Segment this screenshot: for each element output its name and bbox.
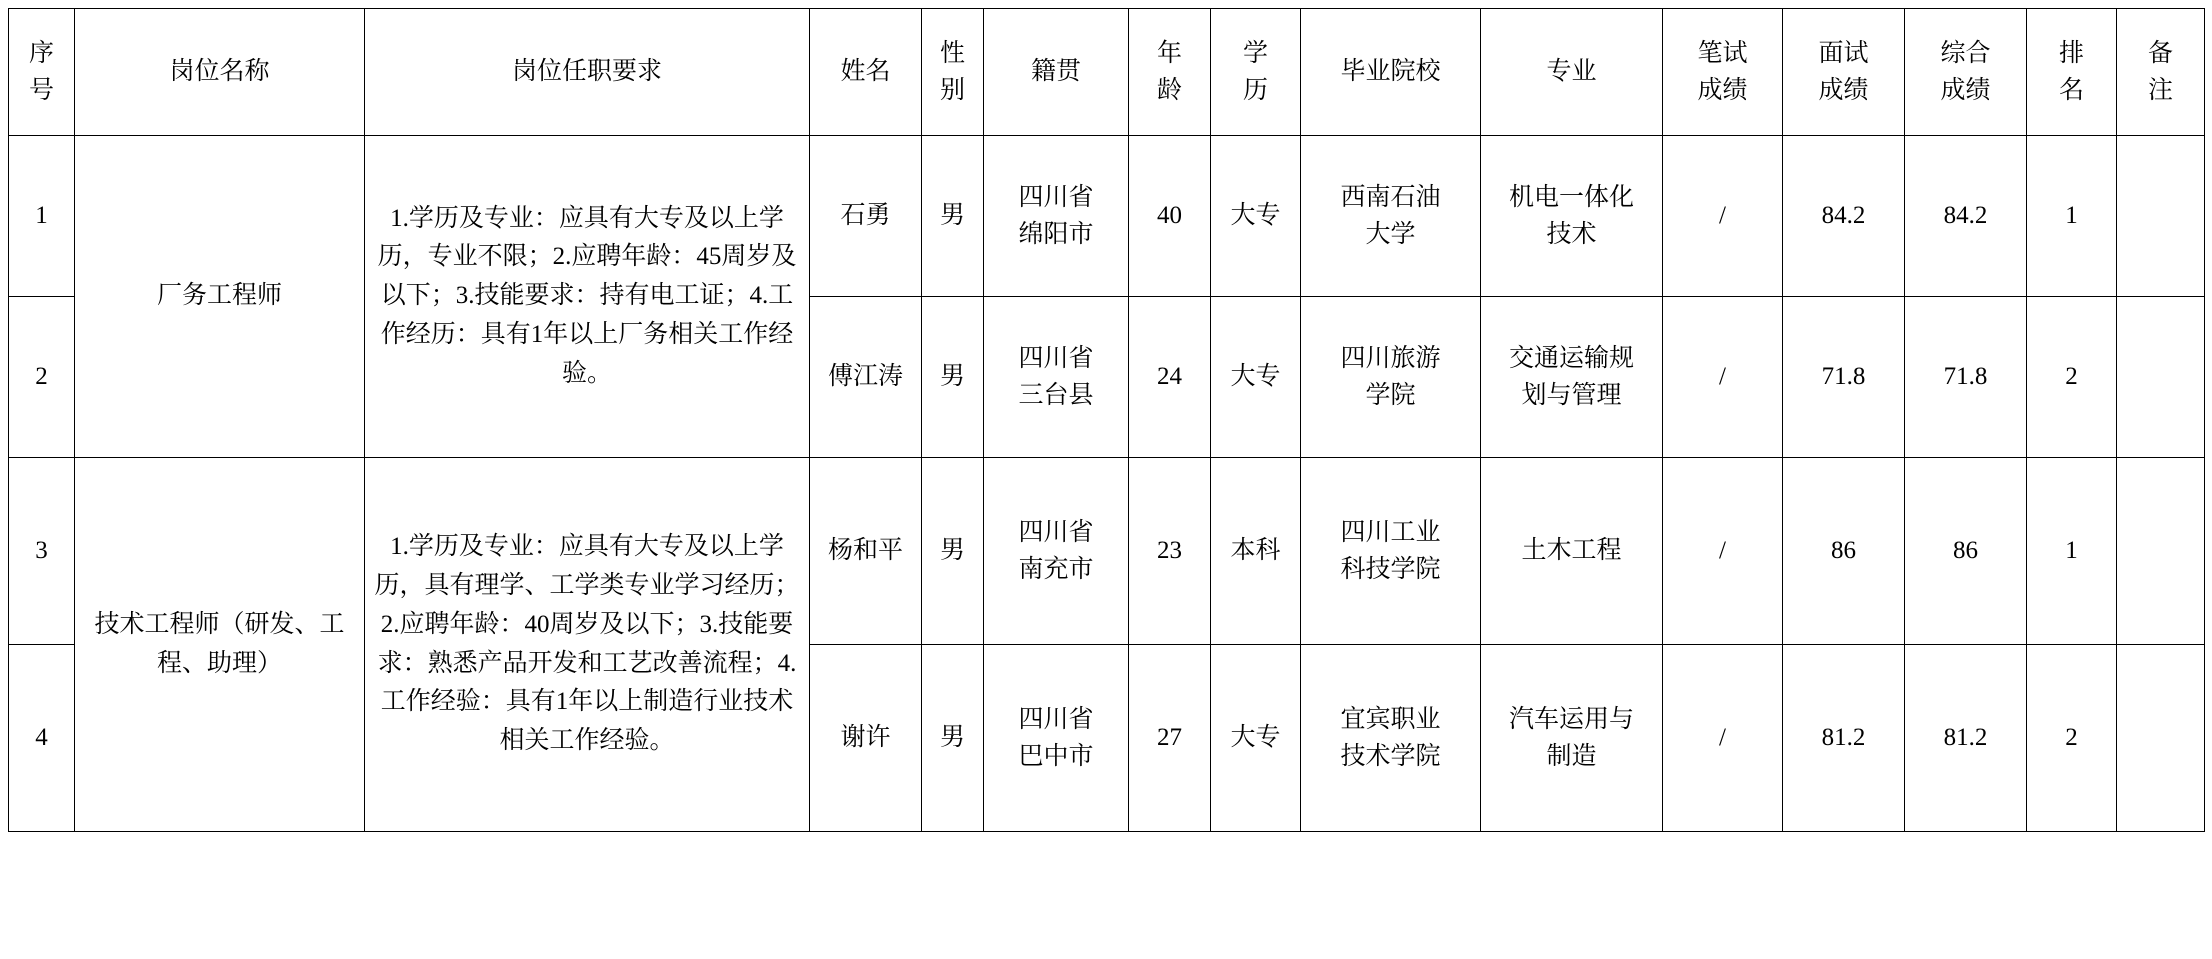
cell-origin-line2: 三台县 (1018, 382, 1094, 409)
header-remark (2117, 9, 2205, 136)
header-sex (922, 9, 984, 136)
header-remark-line2: 注 (2147, 77, 2173, 104)
cell-overall-score: 84.2 (1905, 136, 2027, 297)
cell-major-line1: 汽车运用与 (1508, 705, 1634, 733)
cell-rank: 1 (2027, 458, 2117, 645)
cell-written-score: / (1663, 458, 1783, 645)
cell-school (1301, 297, 1481, 458)
cell-age: 23 (1129, 458, 1211, 645)
cell-sex: 男 (922, 645, 984, 832)
header-school: 毕业院校 (1301, 9, 1481, 136)
cell-name: 石勇 (810, 136, 922, 297)
cell-origin (984, 645, 1129, 832)
header-seq (9, 9, 75, 136)
candidate-results-table (8, 8, 2205, 832)
cell-interview-score: 84.2 (1783, 136, 1905, 297)
cell-origin-line1: 四川省 (1018, 518, 1094, 546)
header-seq-line1: 序 (28, 39, 54, 67)
cell-name: 谢许 (810, 645, 922, 832)
cell-origin-line2: 绵阳市 (1018, 221, 1094, 248)
cell-origin (984, 136, 1129, 297)
header-origin: 籍贯 (984, 9, 1129, 136)
table-body (9, 136, 2205, 832)
header-age-line1: 年 (1156, 39, 1182, 67)
cell-school (1301, 645, 1481, 832)
header-written-line2: 成绩 (1697, 77, 1748, 104)
header-rank-line1: 排 (2058, 39, 2084, 67)
header-rank (2027, 9, 2117, 136)
cell-interview-score: 71.8 (1783, 297, 1905, 458)
header-written-score (1663, 9, 1783, 136)
cell-sex: 男 (922, 297, 984, 458)
cell-education: 本科 (1211, 458, 1301, 645)
cell-school-line1: 西南石油 (1340, 183, 1441, 211)
header-overall-line2: 成绩 (1940, 77, 1991, 104)
header-overall-score (1905, 9, 2027, 136)
cell-written-score: / (1663, 297, 1783, 458)
header-interview-line1: 面试 (1818, 39, 1869, 67)
cell-major-line1: 机电一体化 (1508, 183, 1634, 211)
cell-overall-score: 86 (1905, 458, 2027, 645)
table-row (9, 458, 2205, 645)
cell-remark (2117, 645, 2205, 832)
cell-written-score: / (1663, 645, 1783, 832)
cell-remark (2117, 297, 2205, 458)
cell-rank: 2 (2027, 645, 2117, 832)
cell-major (1481, 458, 1663, 645)
cell-rank: 2 (2027, 297, 2117, 458)
cell-interview-score: 81.2 (1783, 645, 1905, 832)
cell-major (1481, 136, 1663, 297)
cell-origin-line1: 四川省 (1018, 344, 1094, 372)
header-education (1211, 9, 1301, 136)
header-rank-line2: 名 (2058, 77, 2084, 104)
header-sex-line2: 别 (939, 77, 965, 104)
cell-seq: 1 (9, 136, 75, 297)
cell-origin (984, 297, 1129, 458)
cell-overall-score: 71.8 (1905, 297, 2027, 458)
cell-school (1301, 458, 1481, 645)
header-age-line2: 龄 (1156, 77, 1182, 104)
header-sex-line1: 性 (939, 39, 965, 67)
cell-age: 40 (1129, 136, 1211, 297)
header-remark-line1: 备 (2147, 39, 2173, 67)
cell-school (1301, 136, 1481, 297)
cell-age: 27 (1129, 645, 1211, 832)
header-education-line2: 历 (1242, 77, 1268, 104)
cell-interview-score: 86 (1783, 458, 1905, 645)
cell-major-line2: 制造 (1546, 743, 1597, 770)
cell-school-line2: 学院 (1365, 382, 1416, 409)
cell-origin-line1: 四川省 (1018, 705, 1094, 733)
cell-post: 技术工程师（研发、工程、助理） (75, 458, 365, 832)
cell-major-line2: 划与管理 (1521, 382, 1622, 409)
cell-origin-line2: 南充市 (1018, 556, 1094, 583)
cell-education: 大专 (1211, 297, 1301, 458)
cell-written-score: / (1663, 136, 1783, 297)
cell-school-line1: 四川工业 (1340, 518, 1441, 546)
header-interview-score (1783, 9, 1905, 136)
cell-school-line2: 科技学院 (1340, 556, 1441, 583)
cell-sex: 男 (922, 458, 984, 645)
cell-education: 大专 (1211, 645, 1301, 832)
cell-post: 厂务工程师 (75, 136, 365, 458)
cell-seq: 4 (9, 645, 75, 832)
cell-origin-line1: 四川省 (1018, 183, 1094, 211)
cell-origin (984, 458, 1129, 645)
cell-requirement: 1.学历及专业：应具有大专及以上学历，具有理学、工学类专业学习经历；2.应聘年龄：40周岁及以下；3.技能要求：熟悉产品开发和工艺改善流程；4.工作经验：具有1年以上制造行业技术相关工作经验。 (365, 458, 810, 832)
cell-requirement: 1.学历及专业：应具有大专及以上学历，专业不限；2.应聘年龄：45周岁及以下；3.技能要求：持有电工证；4.工作经历：具有1年以上厂务相关工作经验。 (365, 136, 810, 458)
cell-school-line1: 四川旅游 (1340, 344, 1441, 372)
cell-school-line1: 宜宾职业 (1340, 705, 1441, 733)
header-age (1129, 9, 1211, 136)
header-education-line1: 学 (1242, 39, 1268, 67)
cell-school-line2: 技术学院 (1340, 743, 1441, 770)
cell-school-line2: 大学 (1365, 221, 1416, 248)
cell-major (1481, 297, 1663, 458)
header-overall-line1: 综合 (1940, 39, 1991, 67)
header-name: 姓名 (810, 9, 922, 136)
cell-overall-score: 81.2 (1905, 645, 2027, 832)
cell-major-line1: 土木工程 (1521, 537, 1622, 565)
cell-seq: 3 (9, 458, 75, 645)
cell-sex: 男 (922, 136, 984, 297)
cell-education: 大专 (1211, 136, 1301, 297)
header-major: 专业 (1481, 9, 1663, 136)
header-requirement: 岗位任职要求 (365, 9, 810, 136)
header-seq-line2: 号 (28, 77, 54, 104)
cell-age: 24 (1129, 297, 1211, 458)
cell-rank: 1 (2027, 136, 2117, 297)
table-header-row (9, 9, 2205, 136)
cell-remark (2117, 136, 2205, 297)
cell-seq: 2 (9, 297, 75, 458)
header-interview-line2: 成绩 (1818, 77, 1869, 104)
cell-name: 杨和平 (810, 458, 922, 645)
cell-origin-line2: 巴中市 (1018, 743, 1094, 770)
cell-remark (2117, 458, 2205, 645)
cell-major-line1: 交通运输规 (1508, 344, 1634, 372)
cell-name: 傅江涛 (810, 297, 922, 458)
header-post: 岗位名称 (75, 9, 365, 136)
cell-major-line2: 技术 (1546, 221, 1597, 248)
table-row (9, 136, 2205, 297)
header-written-line1: 笔试 (1697, 39, 1748, 67)
cell-major (1481, 645, 1663, 832)
